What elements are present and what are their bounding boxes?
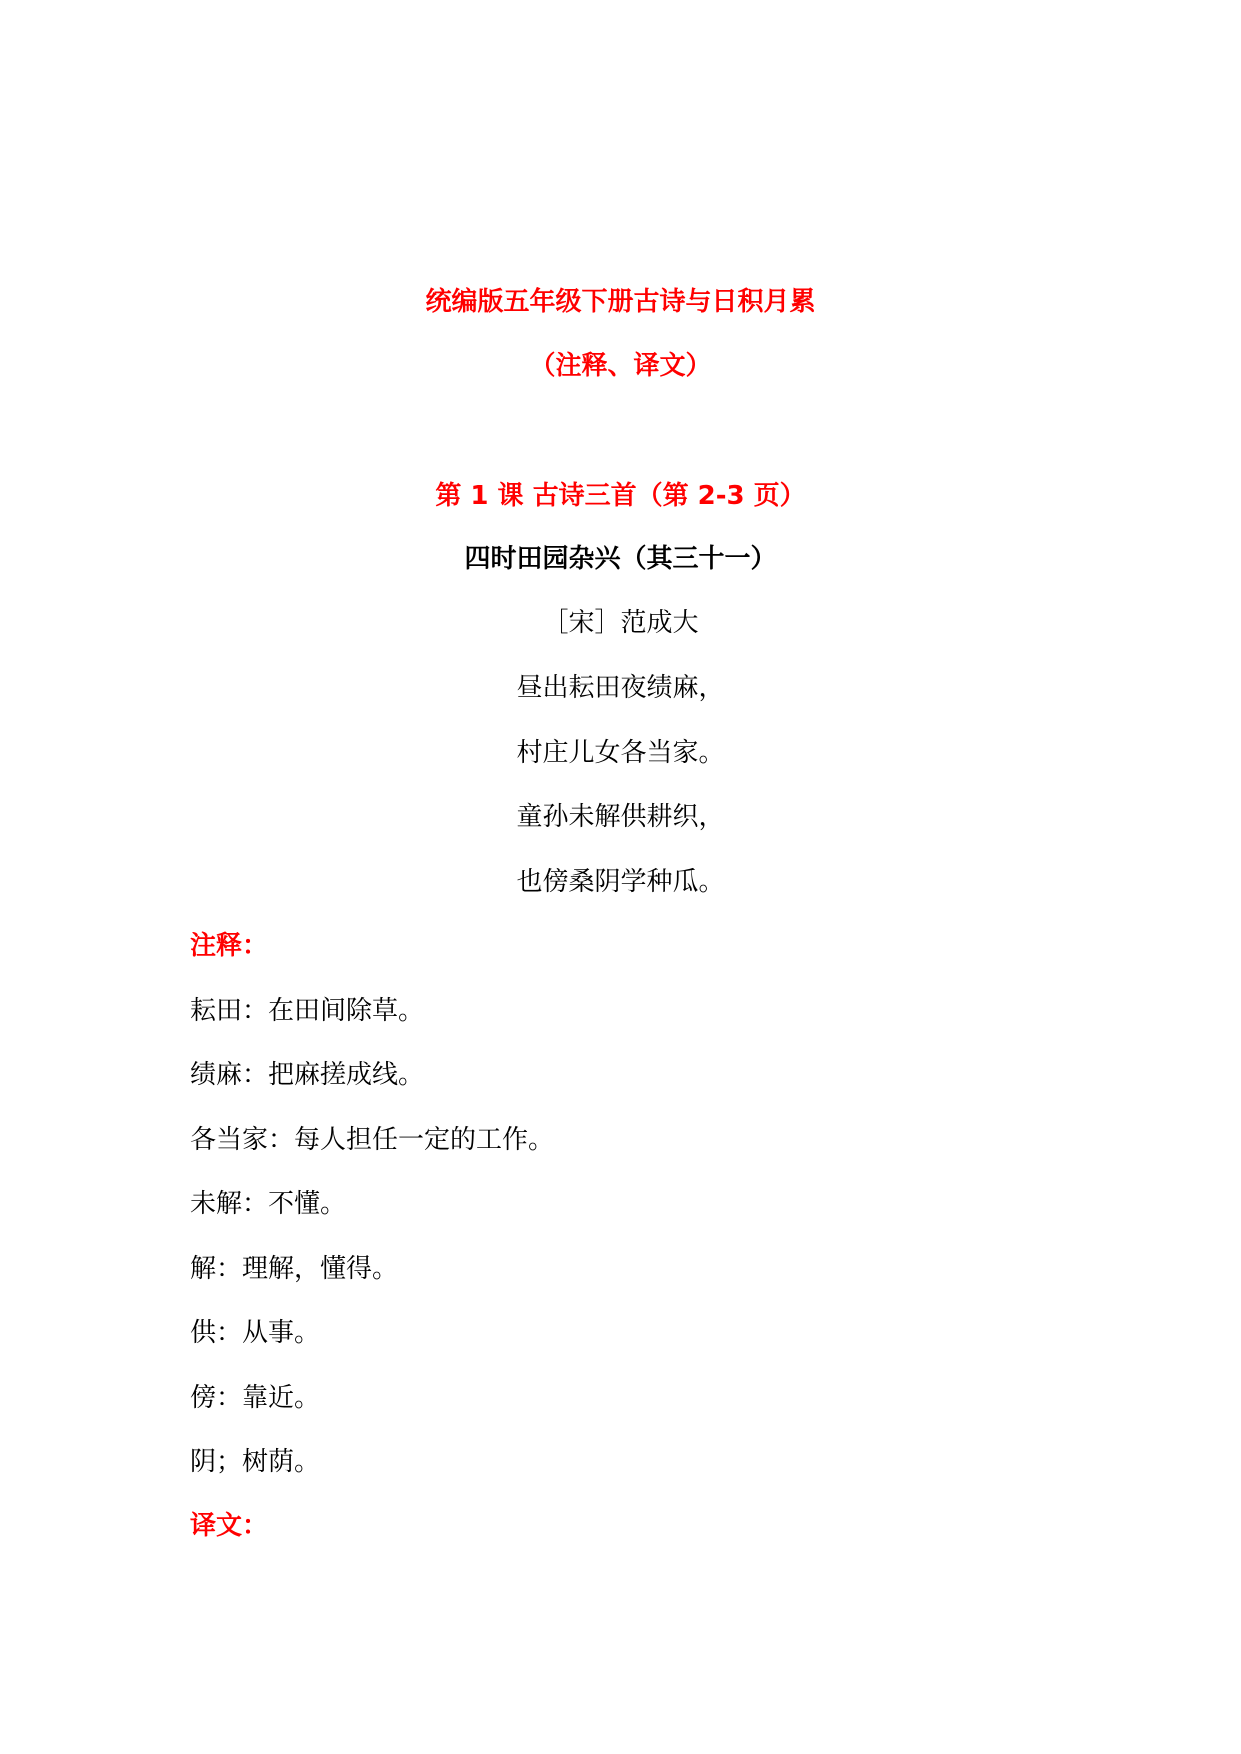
note-item: 阴；树荫。 [190,1447,321,1477]
poem-title: 四时田园杂兴（其三十一） [464,544,777,574]
poem-line: 也傍桑阴学种瓜。 [516,867,725,897]
note-item: 未解：不懂。 [190,1189,347,1219]
lesson-heading: 第 1 课 古诗三首（第 2-3 页） [435,481,806,511]
note-item: 耘田：在田间除草。 [190,996,425,1026]
document-subtitle: （注释、译文） [529,351,712,381]
document-title: 统编版五年级下册古诗与日积月累 [425,287,816,317]
note-item: 供：从事。 [190,1318,321,1348]
translation-label: 译文： [190,1511,269,1541]
notes-label: 注释： [190,931,269,961]
poem-line: 昼出耘田夜绩麻， [516,673,725,703]
note-item: 解：理解，懂得。 [190,1254,399,1284]
poem-line: 童孙未解供耕织， [516,802,725,832]
poem-author: ［宋］范成大 [542,608,699,638]
poem-line: 村庄儿女各当家。 [516,738,725,768]
note-item: 绩麻：把麻搓成线。 [190,1060,425,1090]
note-item: 各当家：每人担任一定的工作。 [190,1125,555,1155]
note-item: 傍：靠近。 [190,1383,321,1413]
